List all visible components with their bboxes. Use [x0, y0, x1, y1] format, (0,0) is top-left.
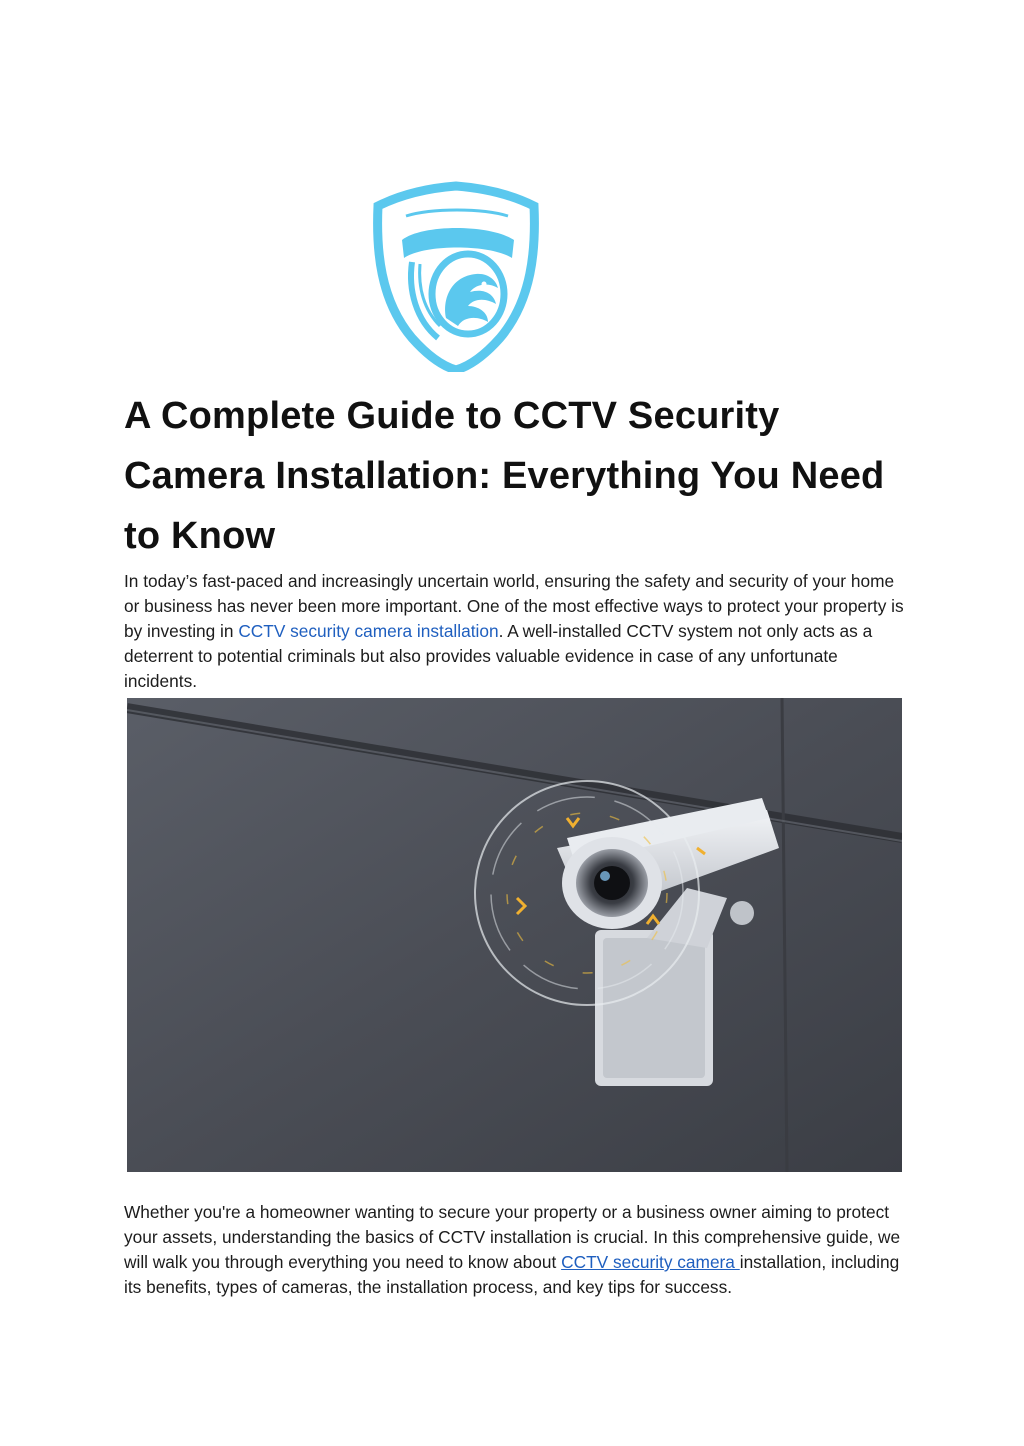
intro-text-before: In today’s fast-paced and increasingly uncertain world, ensuring the safety and security of your home or business has never been more important. One of the most effective ways to protect your property is by investing in	[124, 571, 904, 641]
camera-illustration	[127, 698, 902, 1172]
guide-paragraph	[124, 1200, 908, 1300]
guide-text-after: installation, including its benefits, types of cameras, the installation process, and key tips for success.	[124, 1252, 900, 1297]
guide-text-before: Whether you're a homeowner wanting to secure your property or a business owner aiming to protect your assets, understanding the basics of CCTV installation is crucial. In this comprehensive guide, we will walk you through everything you need to know about	[124, 1202, 901, 1272]
shield-camera-icon	[372, 180, 540, 372]
cctv-camera-link[interactable]: CCTV security camera	[561, 1252, 740, 1272]
intro-text-after: . A well-installed CCTV system not only acts as a deterrent to potential criminals but also provides valuable evidence in case of any unfortunate incidents.	[124, 621, 873, 691]
article-title: A Complete Guide to CCTV Security Camera Installation: Everything You Need to Know	[124, 395, 885, 557]
intro-paragraph	[124, 569, 908, 694]
cctv-installation-link[interactable]: CCTV security camera installation	[238, 621, 499, 641]
brand-logo	[372, 180, 540, 372]
security-camera-photo	[127, 698, 902, 1172]
